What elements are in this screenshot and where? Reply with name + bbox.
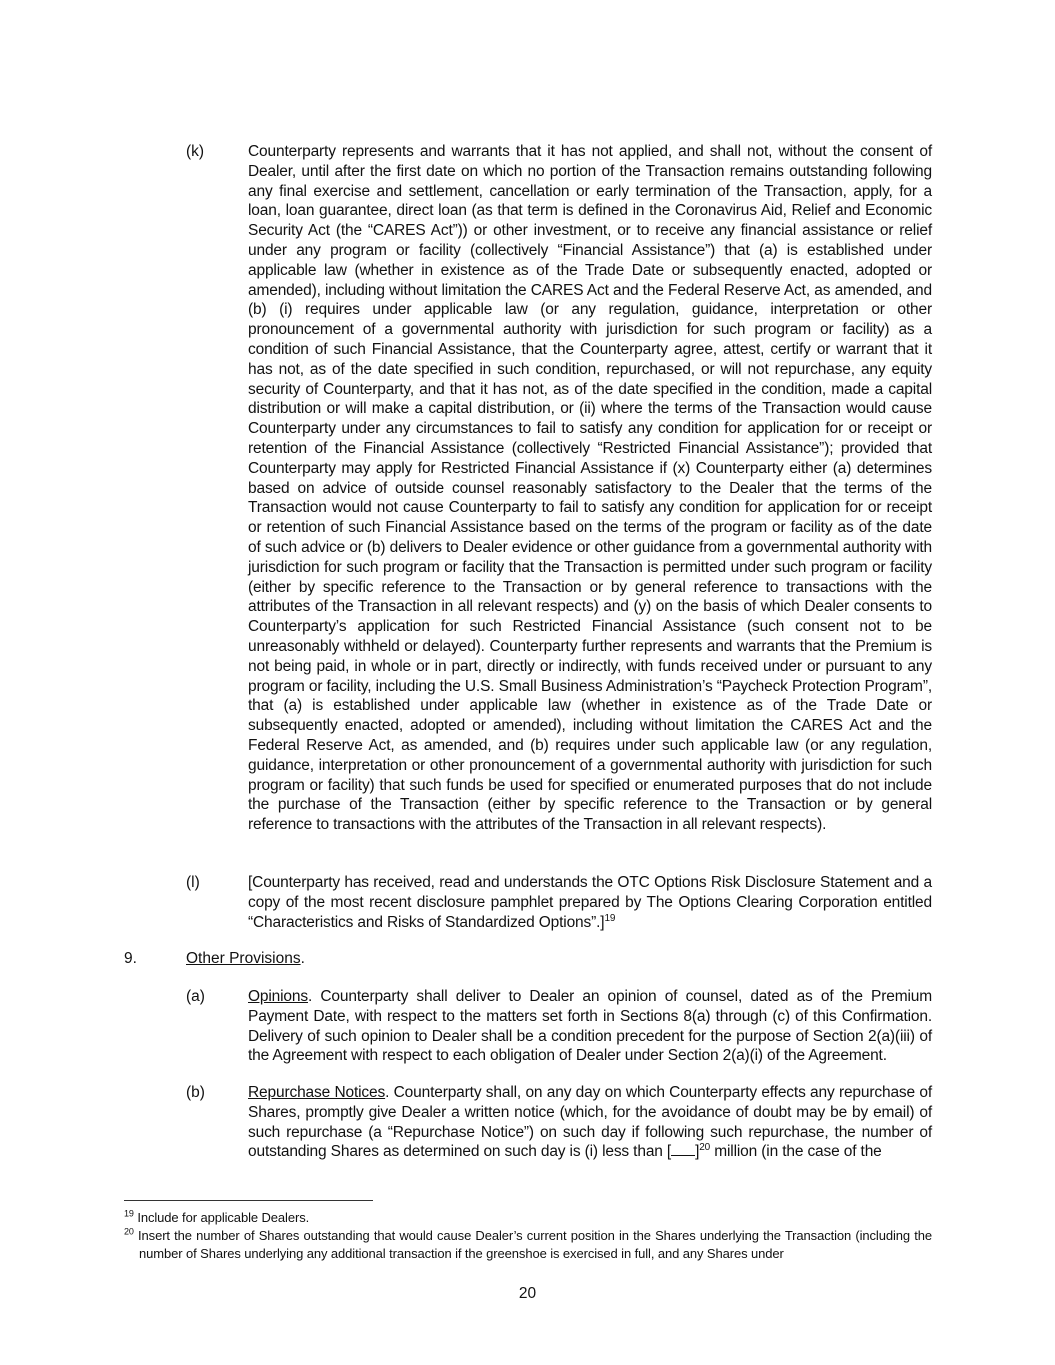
footnote-body [124,1209,932,1227]
clause-body [248,1083,932,1162]
page-number: 20 [518,1285,537,1302]
clause-label: (l) [186,874,200,891]
clause-label: (k) [186,143,205,160]
clause-a [186,987,932,1066]
section-title-text: Other Provisions [186,950,301,967]
clause-text: . Counterparty shall deliver to Dealer an opinion of counsel, dated as of the Premium Payment Date, with respect to the matters set forth in Sections 8(a) through (c) of this Confirmation. Delivery of such opinion to Dealer shall be a condition precedent for the purpose of Section 2(a)(iii) of the Agreement with respect to each obligation of Dealer under Section 2(a)(i) of the Agreement. [248,988,932,1065]
section-number: 9. [124,950,137,967]
clause-body: Counterparty represents and warrants that it has not applied, and shall not, without the consent of Dealer, until after the first date on which no portion of the Transaction remains outstanding following any final exercise and settlement, cancellation or early termination of the Transaction, apply, for a loan, loan guarantee, direct loan (as that term is defined in the Coronavirus Aid, Relief and Economic Security Act (the “CARES Act”)) or other investment, or to receive any financial assistance or relief under any program or facility (collectively “Financial Assistance”) that (a) is established under applicable law (whether in existence as of the Trade Date or subsequently enacted, adopted or amended), including without limitation the CARES Act and the Federal Reserve Act, as amended, and (b) (i) requires under applicable law (or any regulation, guidance, interpretation or other pronouncement of a governmental authority with jurisdiction for such program or facility) as a condition of such Financial Assistance, that the Counterparty agree, attest, certify or warrant that it has not, as of the date specified in such condition, repurchased, or will not repurchase, any equity security of Counterparty, and that it has not, as of the date specified in the condition, made a capital distribution or will make a capital distribution, or (ii) where the terms of the Transaction would cause Counterparty under any circumstances to fail to satisfy any condition for application for or receipt or retention of the Financial Assistance (collectively “Restricted Financial Assistance”); provided that Counterparty may apply for Restricted Financial Assistance if (x) Counterparty either (a) determines based on advice of outside counsel reasonably satisfactory to the Dealer that the terms of the Transaction would not cause Counterparty to fail to satisfy any condition for application for or receipt or retention of such Financial Assistance based on the terms of the program or facility as of the date of such advice or (b) delivers to Dealer evidence or other guidance from a governmental authority with jurisdiction for such program or facility that the Transaction is permitted under such program or facility (either by specific reference to the Transaction or by general reference to transactions with the attributes of the Transaction in all relevant respects) and (y) on the basis of which Dealer consents to Counterparty’s application for such Restricted Financial Assistance (such consent not to be unreasonably withheld or delayed). Counterparty further represents and warrants that the Premium is not being paid, in whole or in part, directly or indirectly, with funds received under or pursuant to any program or facility, including the U.S. Small Business Administration’s “Paycheck Protection Program”, that (a) is established under applicable law (whether in existence as of the Trade Date or subsequently enacted, adopted or amended), including without limitation the CARES Act and the Federal Reserve Act, as amended, and (b) requires under such applicable law (or any regulation, guidance, interpretation or other pronouncement of a governmental authority with jurisdiction for such program or facility) that such funds be used for specified or enumerated purposes that do not include the purchase of the Transaction (either by specific reference to the Transaction or by general reference to transactions with the attributes of the Transaction in all relevant respects). [248,143,932,834]
clause-text: [Counterparty has received, read and understands the OTC Options Risk Disclosure Statement and a copy of the most recent disclosure pamphlet prepared by The Options Clearing Corporation entitled “Characteristics and Risks of Standardized Options”.] [248,874,932,931]
footnote-text: Insert the number of Shares outstanding that would cause Dealer’s current position in the Shares underlying the Transaction (including the number of Shares underlying any additional transaction if the greenshoe is exercised in full, and any Shares under [138,1228,932,1261]
footnote-divider [124,1200,373,1201]
clause-heading: Repurchase Notices [248,1084,386,1101]
clause-text-bracket: ] [695,1143,700,1161]
clause-body [248,873,932,932]
clause-l [186,873,932,932]
clause-text-end: million (in the case of the [710,1143,882,1161]
section-title [186,949,305,969]
clause-text: . Counterparty shall, on any day on which Counterparty effects any repurchase of Shares, promptly give Dealer a written notice (which, for the avoidance of doubt may be by email) of such repurchase (a “Repurchase Notice”) on such day if following such repurchase, the number of outstanding Shares as determined on such day is (i) less than [ [248,1084,932,1161]
footnote-text: Include for applicable Dealers. [137,1210,310,1225]
clause-body [248,987,932,1066]
footnote-20 [124,1227,932,1262]
clause-label: (b) [186,1084,205,1101]
footnote-ref[interactable]: 20 [699,1142,711,1154]
clause-label: (a) [186,988,205,1005]
section-title-suffix: . [300,950,305,967]
blank-field [671,1143,695,1156]
clause-heading: Opinions [248,988,308,1005]
footnote-19 [124,1209,932,1227]
footnote-ref[interactable]: 19 [604,912,616,924]
clause-b [186,1083,932,1162]
clause-k [186,142,932,835]
footnote-body [124,1227,932,1262]
footnote-number: 20 [124,1226,134,1237]
footnote-number: 19 [124,1208,134,1219]
